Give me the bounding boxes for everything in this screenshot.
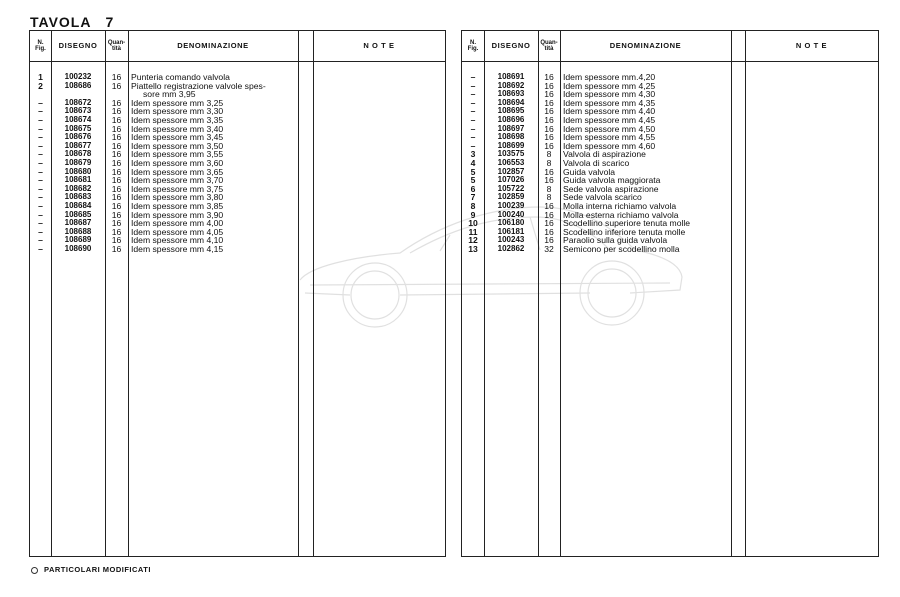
quantity: 16 [111,183,122,194]
fig-number: – [38,157,43,168]
table-row [462,82,878,91]
table-row [30,236,445,245]
part-number: 108677 [64,140,92,150]
header-fig-top: N. [470,40,476,46]
part-number: 108698 [497,132,525,142]
header-denominazione: DENOMINAZIONE [177,41,249,51]
part-number: 108678 [64,149,92,159]
quantity: 16 [111,132,122,143]
quantity: 16 [544,140,554,151]
part-number: 102859 [497,192,525,202]
quantity: 16 [544,226,554,237]
description: Guida valvola maggiorata [563,175,661,186]
description: Molla interna richiamo valvola [563,200,677,211]
quantity: 16 [544,200,554,211]
fig-number: 11 [468,226,478,237]
header-fig-bottom: Fig. [35,46,46,52]
fig-number: 6 [470,183,476,194]
description: Idem spessore mm 4,10 [131,235,224,246]
fig-number: – [470,89,476,100]
table-row [462,90,878,99]
description: Idem spessore mm 4,50 [563,123,656,134]
fig-number: – [470,106,476,117]
fig-number: 5 [470,166,476,177]
description: Idem spessore mm 3,90 [131,209,224,220]
fig-number: – [470,97,476,108]
part-number: 102862 [497,243,525,253]
fig-number: – [38,97,43,108]
fig-number: 8 [470,200,476,211]
fig-number: – [38,200,43,211]
table-row [30,211,445,220]
part-number: 100240 [497,209,525,219]
table-row [30,185,445,194]
description: Idem spessore mm 4,35 [563,97,656,108]
fig-number: – [38,166,43,177]
fig-number: – [38,114,43,125]
part-number: 108679 [64,157,92,167]
circle-icon [31,567,38,574]
fig-number: 13 [468,243,478,254]
description: Idem spessore mm.4,20 [563,72,656,82]
description: Idem spessore mm 3,85 [131,200,224,211]
fig-number: – [38,209,43,220]
part-number: 108697 [497,123,525,133]
table-row [30,168,445,177]
part-number: 102857 [497,166,525,176]
header-note: N O T E [795,41,828,51]
part-number: 105722 [497,183,525,193]
description: Idem spessore mm 3,45 [131,132,224,143]
quantity: 16 [111,123,122,134]
description: Piattello registrazione valvole spes- [131,80,266,91]
header-qty-top: Quan- [107,40,126,46]
quantity: 16 [111,209,122,220]
description: Semicono per scodellino molla [563,243,680,254]
description: sore mm 3,95 [143,89,196,100]
part-number: 100243 [497,235,525,245]
part-number: 108694 [497,97,525,107]
fig-number: – [38,106,43,117]
description: Valvola di scarico [563,157,630,168]
table-row [30,150,445,159]
table-row [30,99,445,108]
part-number: 108695 [497,106,525,116]
part-number: 108686 [64,80,92,90]
header-divider [462,61,878,62]
description: Valvola di aspirazione [563,149,646,160]
quantity: 16 [544,166,554,177]
quantity: 16 [544,218,554,229]
quantity: 16 [111,192,122,203]
header-disegno: DISEGNO [58,41,98,51]
parts-table-left [29,30,446,557]
part-number: 108681 [64,175,92,185]
description: Idem spessore mm 4,15 [131,243,224,254]
fig-number: 9 [470,209,476,220]
table-row [30,193,445,202]
table-row [30,219,445,228]
table-row [462,142,878,151]
fig-number: 12 [468,235,478,246]
description: Sede valvola scarico [563,192,642,203]
title-label: TAVOLA [30,14,92,30]
quantity: 16 [111,243,122,254]
page-title [30,14,114,30]
quantity: 16 [111,72,122,82]
header-note: N O T E [363,41,395,51]
description: Idem spessore mm 4,25 [563,80,656,91]
description: Punteria comando valvola [131,72,230,82]
fig-number: 7 [470,192,476,203]
quantity: 16 [544,132,554,143]
fig-number: 1 [38,72,43,82]
header-fig-bottom: Fig. [467,46,479,52]
fig-number: 2 [38,80,43,91]
rows-right [462,73,878,253]
quantity: 16 [111,114,122,125]
table-row [462,133,878,142]
part-number: 108674 [64,114,92,124]
quantity: 16 [111,140,122,151]
part-number: 107026 [497,175,525,185]
fig-number: – [38,175,43,186]
fig-number: – [38,140,43,151]
quantity: 16 [111,200,122,211]
description: Sede valvola aspirazione [563,183,659,194]
quantity: 8 [546,192,552,203]
table-row [462,245,878,254]
description: Idem spessore mm 4,00 [131,218,224,229]
table-row [30,142,445,151]
part-number: 108693 [497,89,525,99]
quantity: 16 [544,97,554,108]
part-number: 108682 [64,183,92,193]
part-number: 106180 [497,218,525,228]
part-number: 106553 [497,157,525,167]
table-number: 7 [105,14,115,30]
fig-number: – [38,235,43,246]
table-row [462,125,878,134]
description: Idem spessore mm 3,75 [131,183,224,194]
description: Paraolio sulla guida valvola [563,235,668,246]
quantity: 16 [111,106,122,117]
quantity: 32 [544,243,554,254]
description: Molla esterna richiamo valvola [563,209,679,220]
fig-number: – [38,218,43,229]
header-fig [462,31,484,61]
table-row [462,228,878,237]
fig-number: – [38,183,43,194]
description: Idem spessore mm 4,30 [563,89,656,100]
header-divider [30,61,445,62]
header-disegno: DISEGNO [491,41,531,51]
quantity: 16 [544,89,554,100]
table-row [30,245,445,254]
table-row [30,202,445,211]
header-qty [105,31,128,61]
table-row [462,99,878,108]
description: Idem spessore mm 4,60 [563,140,656,151]
part-number: 108688 [64,226,92,236]
part-number: 108687 [64,218,92,228]
quantity: 16 [111,226,122,237]
part-number: 108692 [497,80,525,90]
quantity: 16 [544,235,554,246]
part-number: 103575 [497,149,525,159]
header-qty-top: Quan- [540,40,558,46]
quantity: 16 [544,114,554,125]
description: Idem spessore mm 3,35 [131,114,224,125]
description: Guida valvola [563,166,616,177]
part-number: 108690 [64,243,92,253]
table-row [462,150,878,159]
part-number: 108689 [64,235,92,245]
table-row [462,159,878,168]
quantity: 16 [111,166,122,177]
description: Idem spessore mm 3,55 [131,149,224,160]
table-row [462,168,878,177]
part-number: 106181 [497,226,525,236]
description: Idem spessore mm 3,65 [131,166,224,177]
table-row [30,82,445,91]
quantity: 16 [544,123,554,134]
fig-number: – [470,140,476,151]
quantity: 16 [111,157,122,168]
quantity: 16 [111,80,122,91]
part-number: 108684 [64,200,92,210]
quantity: 16 [111,235,122,246]
part-number: 108683 [64,192,92,202]
header-fig-top: N. [37,40,44,46]
part-number: 108696 [497,114,525,124]
fig-number: 10 [468,218,478,229]
part-number: 108672 [64,97,92,107]
description: Idem spessore mm 3,40 [131,123,224,134]
quantity: 16 [544,209,554,220]
table-row [30,107,445,116]
header-qty-bottom: tità [544,46,554,52]
table-row [30,159,445,168]
header-qty-bottom: tità [112,46,121,52]
quantity: 8 [546,183,552,194]
header-denominazione: DENOMINAZIONE [609,41,682,51]
part-number: 100239 [497,200,525,210]
table-row [30,90,445,99]
quantity: 16 [544,106,554,117]
description: Idem spessore mm 3,25 [131,97,224,108]
part-number: 108691 [497,72,525,81]
description: Idem spessore mm 3,60 [131,157,224,168]
fig-number: – [38,192,43,203]
table-row [462,107,878,116]
quantity: 16 [544,175,554,186]
description: Idem spessore mm 4,40 [563,106,656,117]
fig-number: 5 [470,175,476,186]
table-row [462,176,878,185]
quantity: 16 [111,149,122,160]
quantity: 16 [544,72,554,82]
description: Idem spessore mm 3,50 [131,140,224,151]
fig-number: – [470,123,476,134]
quantity: 8 [546,149,552,160]
part-number: 108680 [64,166,92,176]
quantity: 16 [544,80,554,91]
fig-number: 3 [470,149,476,160]
fig-number: – [470,132,476,143]
fig-number: – [38,132,43,143]
part-number: 108699 [497,140,525,150]
part-number: 100232 [64,72,92,81]
description: Idem spessore mm 4,05 [131,226,224,237]
fig-number: – [38,226,43,237]
table-row [462,116,878,125]
quantity: 16 [111,218,122,229]
header-qty [538,31,560,61]
quantity: 16 [111,175,122,186]
fig-number: – [38,149,43,160]
table-row [30,125,445,134]
header-fig [30,31,51,61]
part-number: 108685 [64,209,92,219]
description: Idem spessore mm 4,55 [563,132,656,143]
table-row [462,73,878,82]
fig-number: – [470,80,476,91]
table-row [30,228,445,237]
footer-label: PARTICOLARI MODIFICATI [44,565,151,574]
table-row [30,133,445,142]
part-number: 108676 [64,132,92,142]
fig-number: – [470,114,476,125]
part-number: 108675 [64,123,92,133]
table-row [30,116,445,125]
fig-number: – [470,72,476,82]
fig-number: 4 [470,157,476,168]
parts-table-right [461,30,879,557]
quantity: 8 [546,157,552,168]
table-row [462,185,878,194]
footer-note [31,565,151,574]
fig-number: – [38,243,43,254]
description: Idem spessore mm 3,30 [131,106,224,117]
description: Scodellino superiore tenuta molle [563,218,691,229]
description: Idem spessore mm 4,45 [563,114,656,125]
fig-number: – [38,123,43,134]
table-row [30,176,445,185]
description: Idem spessore mm 3,70 [131,175,224,186]
description: Scodellino inferiore tenuta molle [563,226,686,237]
quantity: 16 [111,97,122,108]
rows-left [30,73,445,253]
part-number: 108673 [64,106,92,116]
description: Idem spessore mm 3,80 [131,192,224,203]
